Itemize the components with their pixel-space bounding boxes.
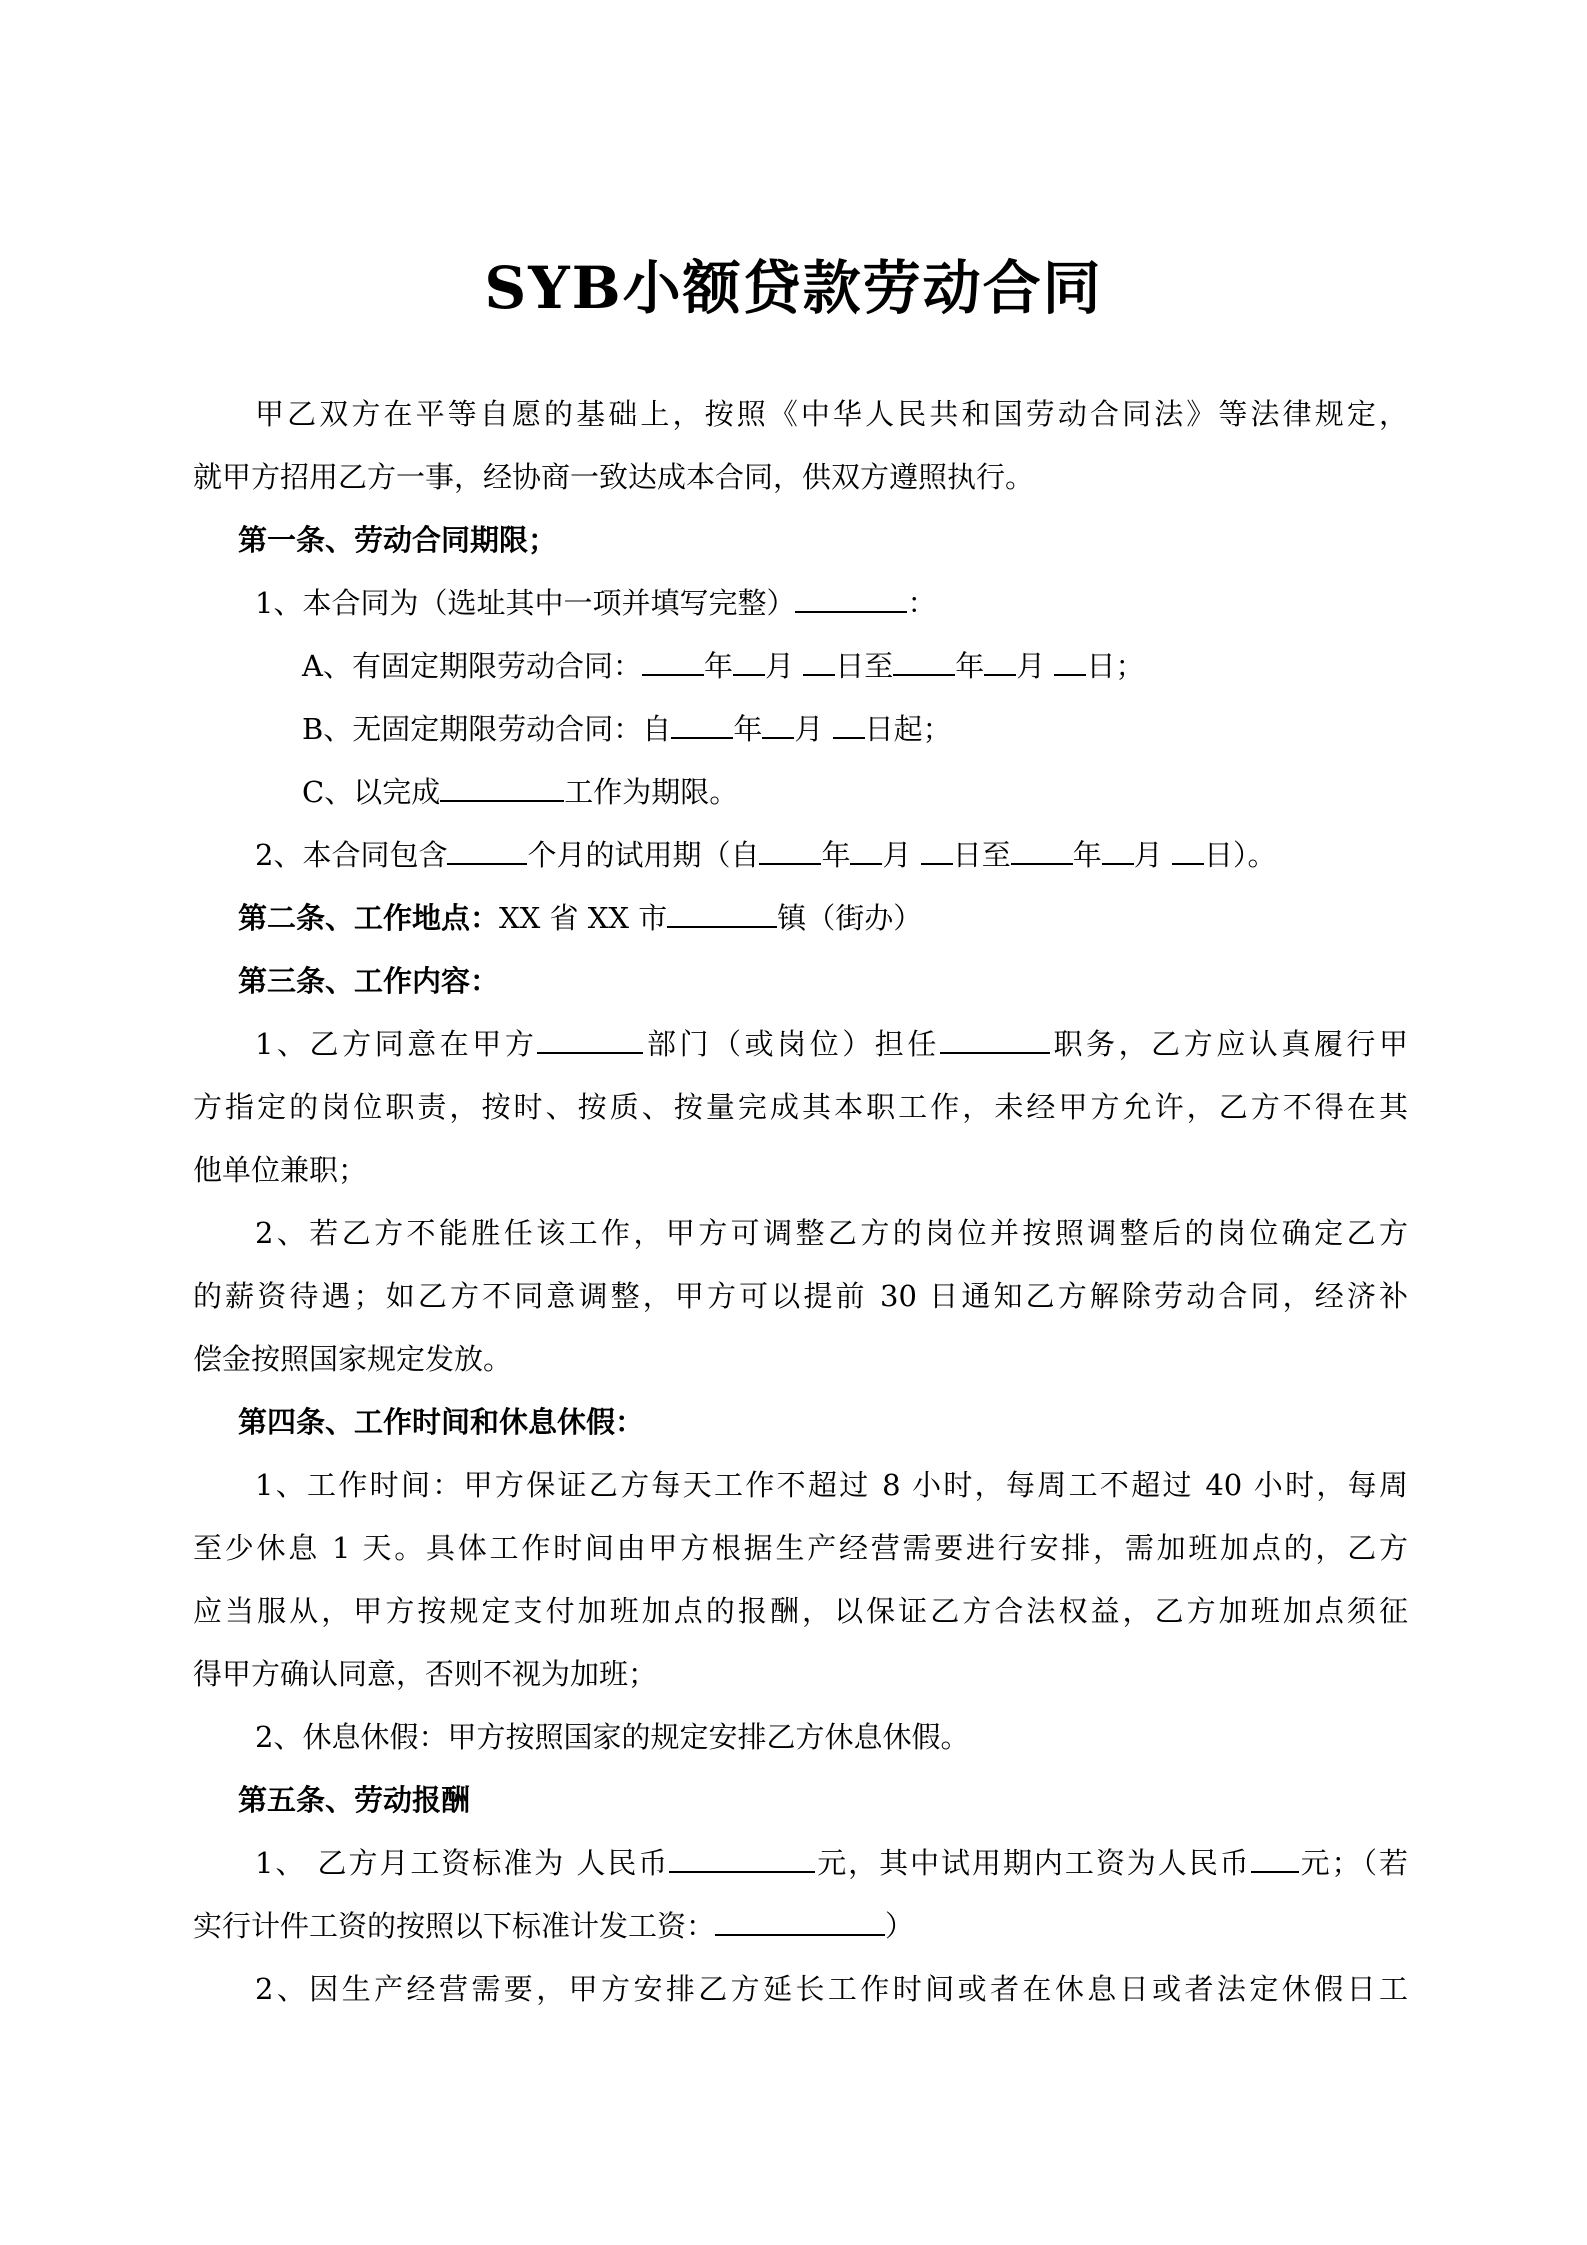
option-c-prefix: C、以完成	[302, 775, 441, 809]
article-2-suffix: 镇（街办）	[777, 901, 923, 935]
article-5-item-1-line-2	[193, 1904, 1408, 1948]
item-tail: 元；（若	[1298, 1846, 1408, 1880]
blank-year[interactable]	[642, 644, 704, 676]
article-5-heading: 第五条、劳动报酬	[238, 1783, 471, 1817]
year-label: 年	[1072, 838, 1102, 872]
blank-day[interactable]	[803, 644, 835, 676]
option-c-suffix: 工作为期限。	[564, 775, 739, 809]
item-1-suffix: ：	[907, 586, 937, 620]
item-mid: 元，其中试用期内工资为人民币	[815, 1846, 1251, 1880]
year-label: 年	[703, 649, 733, 683]
year-label: 年	[955, 649, 985, 683]
blank-day[interactable]	[833, 707, 865, 739]
article-3-heading: 第三条、工作内容：	[238, 964, 500, 998]
article-1-option-c	[302, 770, 1517, 814]
article-3-item-2-line-1: 2、若乙方不能胜任该工作，甲方可调整乙方的岗位并按照调整后的岗位确定乙方	[255, 1216, 1408, 1250]
article-2-heading: 第二条、工作地点：	[238, 901, 500, 935]
item-tail: 职务，乙方应认真履行甲	[1049, 1027, 1408, 1061]
article-4-heading: 第四条、工作时间和休息休假：	[238, 1405, 645, 1439]
article-1-option-a	[302, 644, 1517, 688]
blank-month[interactable]	[850, 833, 882, 865]
article-1-heading: 第一条、劳动合同期限；	[238, 523, 558, 557]
day-label: 日起；	[864, 712, 952, 746]
month-label: 月	[764, 649, 794, 683]
item-prefix: 1、乙方同意在甲方	[255, 1027, 538, 1061]
year-label: 年	[733, 712, 763, 746]
piece-rate-suffix: ）	[885, 1909, 915, 1943]
blank-field[interactable]	[440, 770, 564, 802]
article-2	[238, 896, 1453, 940]
month-label: 月	[794, 712, 824, 746]
item-mid: 部门（或岗位）担任	[643, 1027, 940, 1061]
article-3-item-1-line-1	[255, 1022, 1408, 1066]
item-2-prefix: 2、本合同包含	[255, 838, 448, 872]
article-3-item-2-line-3: 偿金按照国家规定发放。	[193, 1342, 513, 1376]
blank-year[interactable]	[671, 707, 733, 739]
article-1-option-b	[302, 707, 1517, 751]
option-b-prefix: B、无固定期限劳动合同：自	[302, 712, 672, 746]
blank-month[interactable]	[1102, 833, 1134, 865]
month-label: 月	[1133, 838, 1163, 872]
day-to-label: 日至	[952, 838, 1011, 872]
item-1-prefix: 1、本合同为（选址其中一项并填写完整）	[255, 586, 796, 620]
blank-day[interactable]	[1054, 644, 1086, 676]
article-4-item-1-line-2: 至少休息 1 天。具体工作时间由甲方根据生产经营需要进行安排，需加班加点的，乙方	[193, 1531, 1408, 1565]
article-3-item-1-line-2: 方指定的岗位职责，按时、按质、按量完成其本职工作，未经甲方允许，乙方不得在其	[193, 1090, 1408, 1124]
blank-day[interactable]	[921, 833, 953, 865]
article-5-item-2: 2、因生产经营需要，甲方安排乙方延长工作时间或者在休息日或者法定休假日工	[255, 1972, 1408, 2006]
article-1-item-2	[255, 833, 1470, 877]
article-4-item-2: 2、休息休假：甲方按照国家的规定安排乙方休息休假。	[255, 1720, 970, 1754]
piece-rate-prefix: 实行计件工资的按照以下标准计发工资：	[193, 1909, 716, 1943]
article-3-item-1-line-3: 他单位兼职；	[193, 1153, 368, 1187]
article-4-item-1-line-3: 应当服从，甲方按规定支付加班加点的报酬，以保证乙方合法权益，乙方加班加点须征	[193, 1594, 1408, 1628]
day-label: 日）。	[1203, 838, 1277, 872]
blank-day[interactable]	[1172, 833, 1204, 865]
blank-year[interactable]	[893, 644, 955, 676]
article-5-item-1-line-1	[255, 1841, 1408, 1885]
item-prefix: 1、 乙方月工资标准为 人民币	[255, 1846, 670, 1880]
blank-field[interactable]	[795, 581, 907, 613]
article-3-item-2-line-2: 的薪资待遇；如乙方不同意调整，甲方可以提前 30 日通知乙方解除劳动合同，经济补	[193, 1279, 1408, 1313]
blank-year[interactable]	[759, 833, 821, 865]
blank-months[interactable]	[447, 833, 527, 865]
article-1-item-1	[255, 581, 1470, 625]
blank-salary[interactable]	[669, 1841, 815, 1873]
option-a-prefix: A、有固定期限劳动合同：	[302, 649, 642, 683]
intro-line-1: 甲乙双方在平等自愿的基础上，按照《中华人民共和国劳动合同法》等法律规定，	[255, 397, 1408, 431]
blank-month[interactable]	[984, 644, 1016, 676]
document-title: SYB小额贷款劳动合同	[484, 254, 1103, 322]
article-2-text: XX 省 XX 市	[499, 901, 668, 935]
blank-department[interactable]	[537, 1022, 643, 1054]
blank-month[interactable]	[733, 644, 765, 676]
year-label: 年	[821, 838, 851, 872]
article-4-item-1-line-1: 1、工作时间：甲方保证乙方每天工作不超过 8 小时，每周工不超过 40 小时，每周	[255, 1468, 1408, 1502]
blank-month[interactable]	[762, 707, 794, 739]
blank-piece-rate[interactable]	[715, 1904, 885, 1936]
blank-year[interactable]	[1011, 833, 1073, 865]
intro-line-2: 就甲方招用乙方一事，经协商一致达成本合同，供双方遵照执行。	[193, 460, 1035, 494]
blank-town[interactable]	[667, 896, 777, 928]
month-label: 月	[1016, 649, 1046, 683]
article-4-item-1-line-4: 得甲方确认同意，否则不视为加班；	[193, 1657, 658, 1691]
month-label: 月	[882, 838, 912, 872]
blank-trial-salary[interactable]	[1251, 1841, 1299, 1873]
blank-position[interactable]	[940, 1022, 1050, 1054]
trial-period-label: 个月的试用期（自	[527, 838, 760, 872]
day-label: 日；	[1086, 649, 1145, 683]
day-to-label: 日至	[835, 649, 894, 683]
